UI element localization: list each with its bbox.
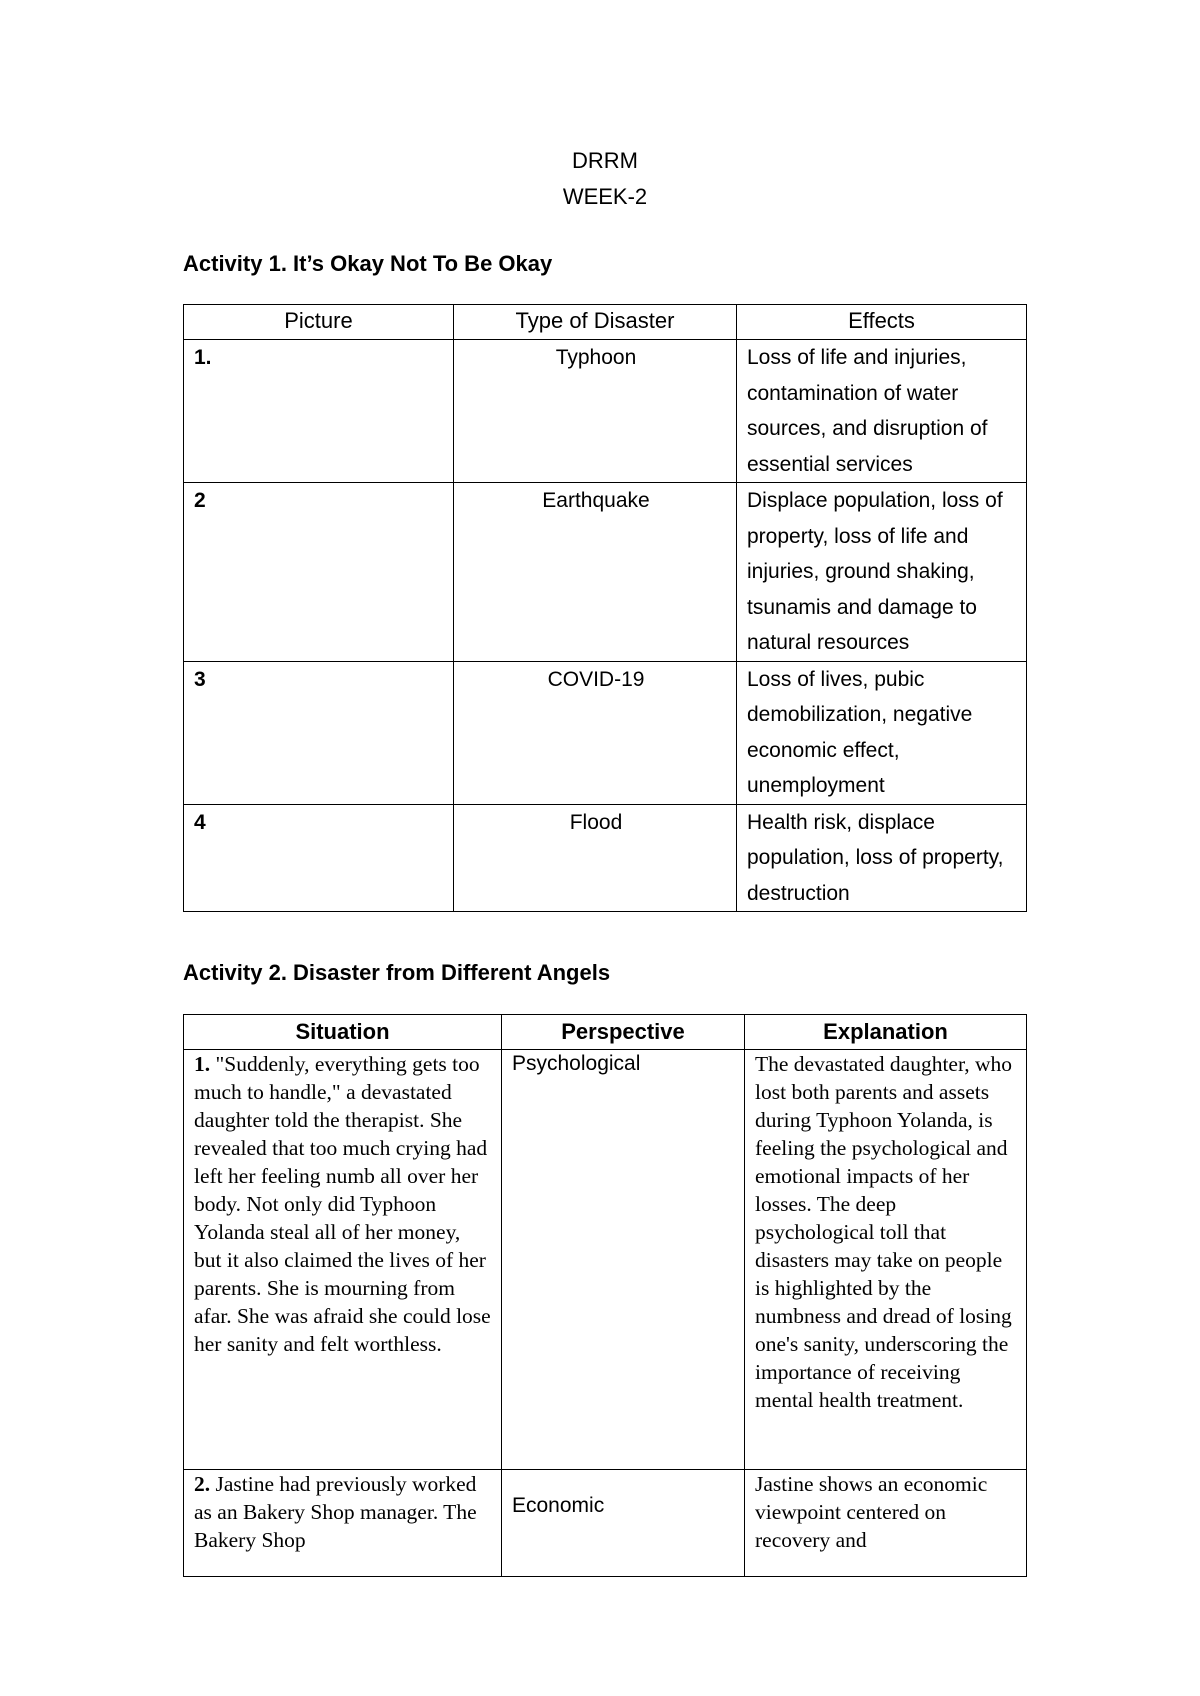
- header-picture: Picture: [184, 305, 454, 340]
- perspective-cell: Psychological: [502, 1050, 745, 1470]
- header-situation: Situation: [184, 1015, 502, 1050]
- perspective-cell: [502, 1470, 745, 1577]
- disaster-type-cell: COVID-19: [454, 661, 737, 804]
- situation-number: 2.: [194, 1472, 211, 1496]
- situation-number: 1.: [194, 1052, 211, 1076]
- table-row: [184, 804, 1027, 912]
- effects-cell: Health risk, displace population, loss of property, destruction: [737, 804, 1027, 912]
- explanation-text: Jastine shows an economic viewpoint centered on recovery and: [755, 1472, 988, 1552]
- table-row: [184, 340, 1027, 483]
- disaster-type-cell: Earthquake: [454, 483, 737, 662]
- table-row: [184, 483, 1027, 662]
- effects-cell: Loss of life and injuries, contamination of water sources, and disruption of essential services: [737, 340, 1027, 483]
- situation-clip: [194, 1470, 493, 1554]
- document-title: DRRM: [572, 148, 638, 173]
- header-effects: Effects: [737, 305, 1027, 340]
- explanation-cell: The devastated daughter, who lost both parents and assets during Typhoon Yolanda, is feeling the psychological and emotional impacts of her losses. The deep psychological toll that disasters may take on people is highlighted by the numbness and dread of losing one's sanity, underscoring the importance of receiving mental health treatment.: [745, 1050, 1027, 1470]
- document-subtitle: WEEK-2: [562, 184, 648, 209]
- header-perspective: Perspective: [502, 1015, 745, 1050]
- disaster-type-cell: Flood: [454, 804, 737, 912]
- situation-cell: [184, 1050, 502, 1470]
- activity1-table: [183, 304, 1027, 912]
- effects-cell: Loss of lives, pubic demobilization, negative economic effect, unemployment: [737, 661, 1027, 804]
- picture-cell: 4: [184, 804, 454, 912]
- header-explanation: Explanation: [745, 1015, 1027, 1050]
- picture-cell: 2: [184, 483, 454, 662]
- situation-text: "Suddenly, everything gets too much to handle," a devastated daughter told the therapist. She revealed that too much crying had left her feeling numb all over her body. Not only did Typhoon Yolanda steal all of her money, but it also claimed the lives of her parents. She is mourning from afar. She was afraid she could lose her sanity and felt worthless.: [194, 1052, 491, 1356]
- picture-cell: 1.: [184, 340, 454, 483]
- effects-cell: Displace population, loss of property, loss of life and injuries, ground shaking, tsunamis and damage to natural resources: [737, 483, 1027, 662]
- header-type-of-disaster: Type of Disaster: [454, 305, 737, 340]
- table-header-row: [184, 1015, 1027, 1050]
- activity2-table: [183, 1014, 1027, 1577]
- situation-cell: [184, 1470, 502, 1577]
- explanation-cell: [745, 1470, 1027, 1577]
- perspective-text: Economic: [512, 1494, 605, 1517]
- table-header-row: [184, 305, 1027, 340]
- disaster-type-cell: Typhoon: [454, 340, 737, 483]
- activity1-heading: Activity 1. It’s Okay Not To Be Okay: [183, 251, 553, 276]
- table-row: [184, 1050, 1027, 1470]
- activity2-heading: Activity 2. Disaster from Different Angels: [183, 960, 611, 985]
- situation-text: Jastine had previously worked as an Bakery Shop manager. The Bakery Shop: [194, 1472, 477, 1552]
- picture-cell: 3: [184, 661, 454, 804]
- table-row: [184, 1470, 1027, 1577]
- table-row: [184, 661, 1027, 804]
